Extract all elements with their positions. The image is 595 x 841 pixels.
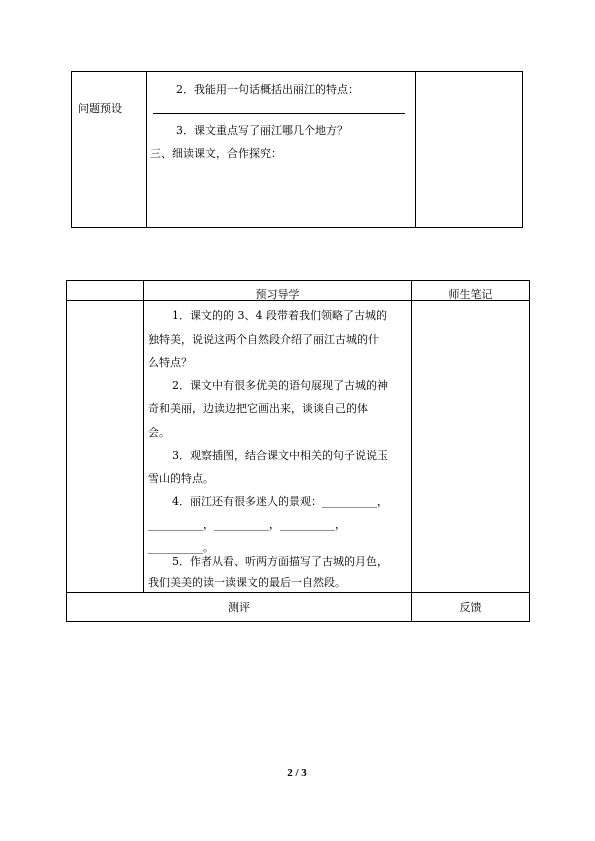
item-5-line-1: 5．作者从看、听两方面描写了古城的月色， xyxy=(172,555,388,568)
footer-assessment: 测评 xyxy=(228,601,250,614)
item-1-line-1: 1．课文的的 3、4 段带着我们领略了古城的 xyxy=(172,309,387,322)
header-preview-guide: 预习导学 xyxy=(255,288,300,301)
item-3-line-2: 雪山的特点。 xyxy=(148,472,214,485)
item-5-line-2: 我们美美的读一读课文的最后一自然段。 xyxy=(148,576,346,589)
item-4-line-3: __________。 xyxy=(148,541,214,554)
item-3-line-1: 3．观察插图，结合课文中相关的句子说说玉 xyxy=(172,449,388,462)
table2-left-border xyxy=(66,280,67,622)
item-4-line-2: __________，__________，__________， xyxy=(148,518,346,531)
item-1-line-3: 么特点？ xyxy=(148,356,192,369)
table2-top-border xyxy=(66,280,530,281)
table1-col-divider-1 xyxy=(146,71,147,228)
table2-right-border xyxy=(529,280,530,622)
item-2-line-2: 奇和美丽，边读边把它画出来，谈谈自己的体 xyxy=(148,402,368,415)
table1-top-border xyxy=(71,71,523,72)
footer-feedback: 反馈 xyxy=(459,601,482,614)
table1-bottom-border xyxy=(71,227,523,228)
table2-body-bottom xyxy=(66,592,530,593)
table1-right-border xyxy=(522,71,523,228)
table2-col-divider-1 xyxy=(143,280,144,593)
table2-col-divider-2 xyxy=(411,280,412,622)
table2-bottom-border xyxy=(66,621,530,622)
question-3: 3．课文重点写了丽江哪几个地方？ xyxy=(176,124,348,137)
header-notes: 师生笔记 xyxy=(448,288,493,301)
item-4-line-1: 4．丽江还有很多迷人的景观：__________， xyxy=(172,495,388,508)
row-label-preset-questions: 问题预设 xyxy=(78,102,122,115)
item-2-line-1: 2．课文中有很多优美的语句展现了古城的神 xyxy=(172,379,388,392)
page-number: 2 / 3 xyxy=(287,767,307,779)
answer-blank-line xyxy=(153,113,405,114)
item-2-line-3: 会。 xyxy=(148,426,170,439)
table1-col-divider-2 xyxy=(415,71,416,228)
section-3-heading: 三、细读课文，合作探究： xyxy=(150,147,282,160)
question-2: 2．我能用一句话概括出丽江的特点： xyxy=(176,83,359,96)
table1-left-border xyxy=(71,71,72,228)
item-1-line-2: 独特美，说说这两个自然段介绍了丽江古城的什 xyxy=(148,333,379,346)
